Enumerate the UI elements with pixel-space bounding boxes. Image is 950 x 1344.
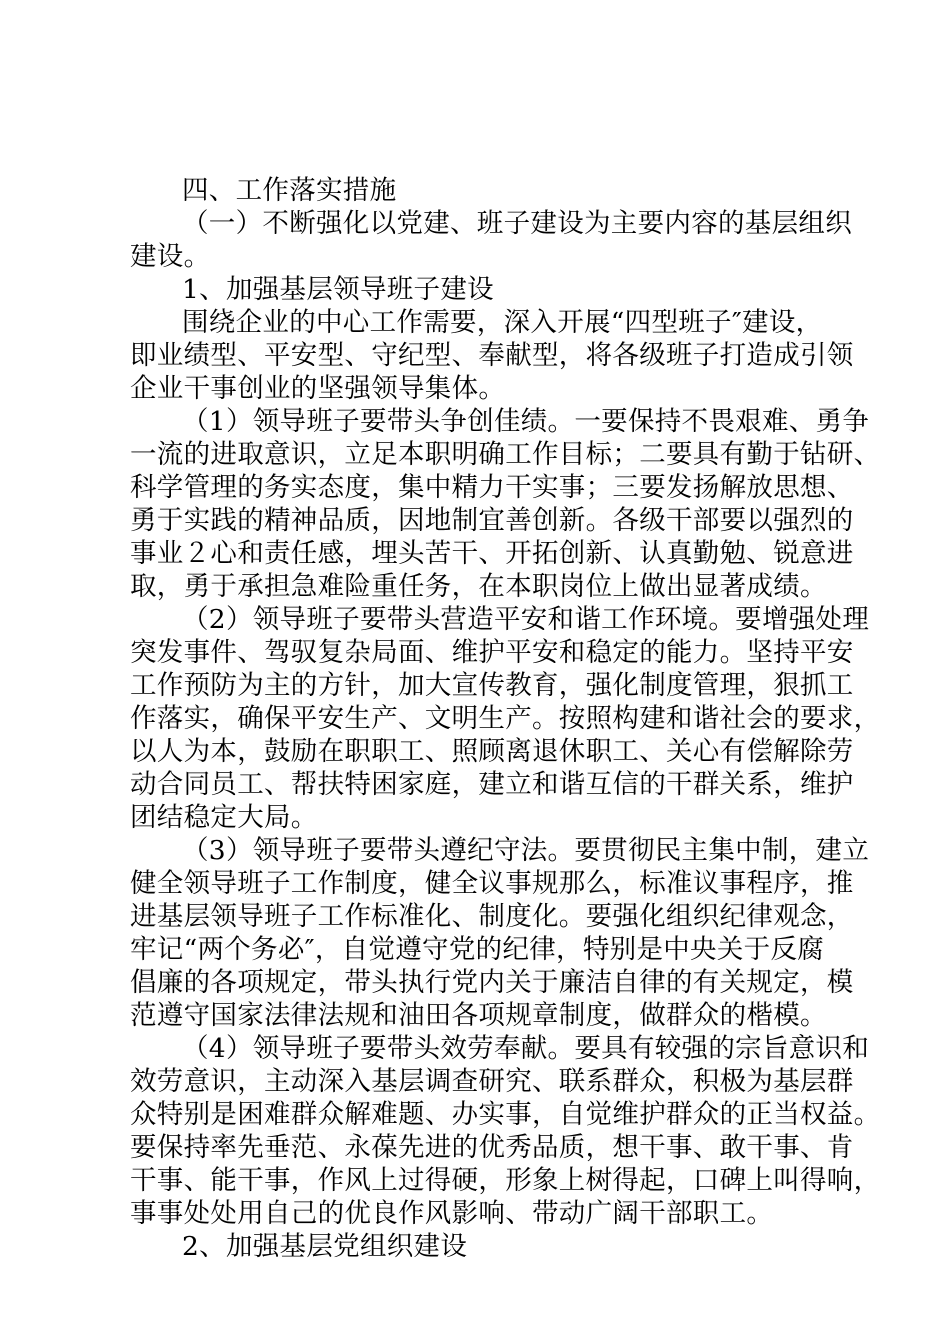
paragraph-line: 突发事件、驾驭复杂局面、维护平安和稳定的能力。坚持平安: [130, 637, 854, 668]
paragraph-line: （2）领导班子要带头营造平安和谐工作环境。要增强处理: [182, 604, 870, 635]
subsection-heading: （一）不断强化以党建、班子建设为主要内容的基层组织: [182, 208, 852, 239]
paragraph-line: 干事、能干事，作风上过得硬，形象上树得起，口碑上叫得响，: [130, 1165, 881, 1196]
subsection-heading-continued: 建设。: [130, 241, 211, 272]
paragraph-line: 效劳意识，主动深入基层调查研究、联系群众，积极为基层群: [130, 1066, 854, 1097]
paragraph-line: 勇于实践的精神品质，因地制宜善创新。各级干部要以强烈的: [130, 505, 854, 536]
item-heading: 1、加强基层领导班子建设: [182, 274, 494, 305]
paragraph-line: 即业绩型、平安型、守纪型、奉献型，将各级班子打造成引领: [130, 340, 854, 371]
paragraph-line: 事事处处用自己的优良作风影响、带动广阔干部职工。: [130, 1198, 774, 1229]
item-heading: 2、加强基层党组织建设: [182, 1231, 468, 1262]
paragraph-line: 科学管理的务实态度，集中精力干实事；三要发扬解放思想、: [130, 472, 854, 503]
paragraph-line: （3）领导班子要带头遵纪守法。要贯彻民主集中制，建立: [182, 835, 870, 866]
paragraph-line: 事业２心和责任感，埋头苦干、开拓创新、认真勤勉、锐意进: [130, 538, 854, 569]
paragraph-line: 企业干事创业的坚强领导集体。: [130, 373, 506, 404]
paragraph-line: 以人为本，鼓励在职职工、照顾离退休职工、关心有偿解除劳: [130, 736, 854, 767]
paragraph-line: 倡廉的各项规定，带头执行党内关于廉洁自律的有关规定，模: [130, 967, 854, 998]
paragraph-line: （1）领导班子要带头争创佳绩。一要保持不畏艰难、勇争: [182, 406, 870, 437]
paragraph-line: 动合同员工、帮扶特困家庭，建立和谐互信的干群关系，维护: [130, 769, 854, 800]
paragraph-line: 健全领导班子工作制度，健全议事规那么，标准议事程序，推: [130, 868, 854, 899]
paragraph-line: 范遵守国家法律法规和油田各项规章制度，做群众的楷模。: [130, 1000, 827, 1031]
paragraph-line: 牢记“两个务必″，自觉遵守党的纪律，特别是中央关于反腐: [130, 934, 825, 965]
paragraph-line: 团结稳定大局。: [130, 802, 318, 833]
paragraph-line: 要保持率先垂范、永葆先进的优秀品质，想干事、敢干事、肯: [130, 1132, 854, 1163]
paragraph-line: 作落实，确保平安生产、文明生产。按照构建和谐社会的要求，: [130, 703, 881, 734]
paragraph-line: 众特别是困难群众解难题、办实事，自觉维护群众的正当权益。: [130, 1099, 881, 1130]
paragraph-line: 工作预防为主的方针，加大宣传教育，强化制度管理，狠抓工: [130, 670, 854, 701]
paragraph-line: 取，勇于承担急难险重任务，在本职岗位上做出显著成绩。: [130, 571, 827, 602]
section-heading: 四、工作落实措施: [182, 175, 397, 206]
paragraph-line: 一流的进取意识，立足本职明确工作目标；二要具有勤于钻研、: [130, 439, 881, 470]
paragraph-line: 围绕企业的中心工作需要，深入开展“四型班子″建设，: [182, 307, 823, 338]
paragraph-line: （4）领导班子要带头效劳奉献。要具有较强的宗旨意识和: [182, 1033, 870, 1064]
paragraph-line: 进基层领导班子工作标准化、制度化。要强化组织纪律观念，: [130, 901, 854, 932]
